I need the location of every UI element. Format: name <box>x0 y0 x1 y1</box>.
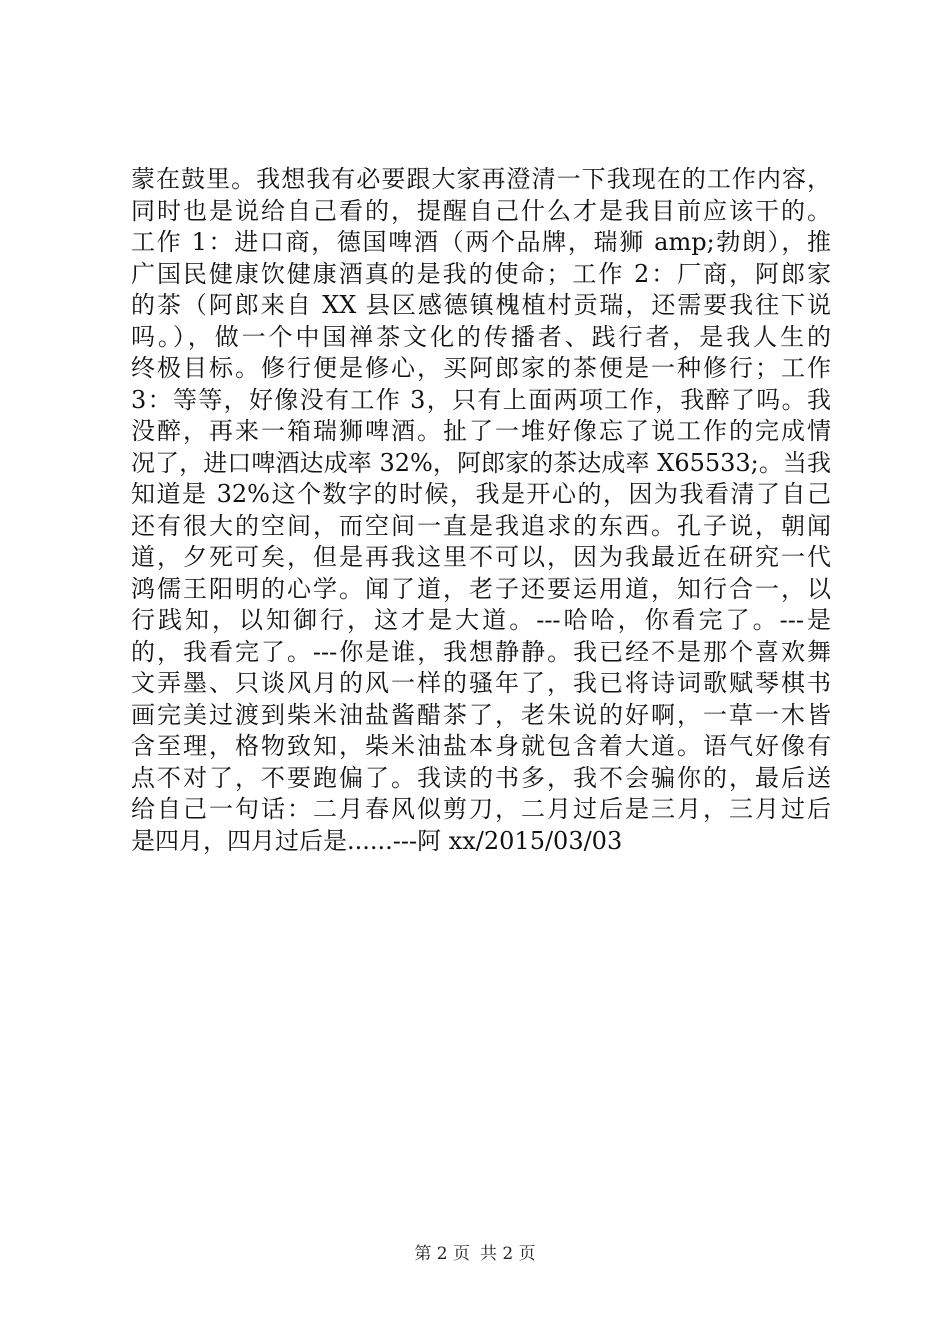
text-line: 还有很大的空间，而空间一直是我追求的东西。孔子说，朝闻 <box>131 511 831 540</box>
text-line: 文弄墨、只谈风月的风一样的骚年了，我已将诗词歌赋琴棋书 <box>131 669 831 697</box>
text-line: 给自己一句话：二月春风似剪刀，二月过后是三月，三月过后 <box>131 795 831 823</box>
text-line: 工作 1：进口商，德国啤酒（两个品牌，瑞狮 amp;勃朗），推 <box>131 228 831 256</box>
text-line: 终极目标。修行便是修心，买阿郎家的茶便是一种修行；工作 <box>131 354 831 382</box>
text-line: 的茶（阿郎来自 XX 县区感德镇槐植村贡瑞，还需要我往下说 <box>131 291 831 319</box>
text-line: 3：等等，好像没有工作 3，只有上面两项工作，我醉了吗。我 <box>131 385 831 414</box>
page-total: 共 2 页 <box>480 1244 536 1264</box>
text-line: 行践知，以知御行，这才是大道。---哈哈，你看完了。---是 <box>131 606 831 634</box>
text-line: 广国民健康饮健康酒真的是我的使命；工作 2：厂商，阿郎家 <box>131 259 831 288</box>
page-number: 第 2 页 <box>414 1244 470 1264</box>
text-line: 点不对了，不要跑偏了。我读的书多，我不会骗你的，最后送 <box>131 763 831 792</box>
text-line: 况了，进口啤酒达成率 32%，阿郎家的茶达成率 X65533;。当我 <box>131 448 831 477</box>
text-line: 没醉，再来一箱瑞狮啤酒。扯了一堆好像忘了说工作的完成情 <box>131 417 831 445</box>
text-line: 鸿儒王阳明的心学。闻了道，老子还要运用道，知行合一，以 <box>131 574 831 603</box>
text-line: 吗。），做一个中国禅茶文化的传播者、践行者，是我人生的 <box>131 322 831 351</box>
text-line: 同时也是说给自己看的，提醒自己什么才是我目前应该干的。 <box>131 196 831 225</box>
text-line: 的，我看完了。---你是谁，我想静静。我已经不是那个喜欢舞 <box>131 637 831 666</box>
text-line: 蒙在鼓里。我想我有必要跟大家再澄清一下我现在的工作内容， <box>131 165 831 193</box>
text-line: 知道是 32%这个数字的时候，我是开心的，因为我看清了自己 <box>131 480 831 508</box>
page-footer <box>0 1243 950 1265</box>
text-line: 道，夕死可矣，但是再我这里不可以，因为我最近在研究一代 <box>131 543 831 571</box>
text-line: 是四月，四月过后是......---阿 xx/2015/03/03 <box>131 826 623 855</box>
text-line: 画完美过渡到柴米油盐酱醋茶了，老朱说的好啊，一草一木皆 <box>131 700 831 729</box>
body-text <box>131 164 831 857</box>
text-line: 含至理，格物致知，柴米油盐本身就包含着大道。语气好像有 <box>131 732 831 760</box>
